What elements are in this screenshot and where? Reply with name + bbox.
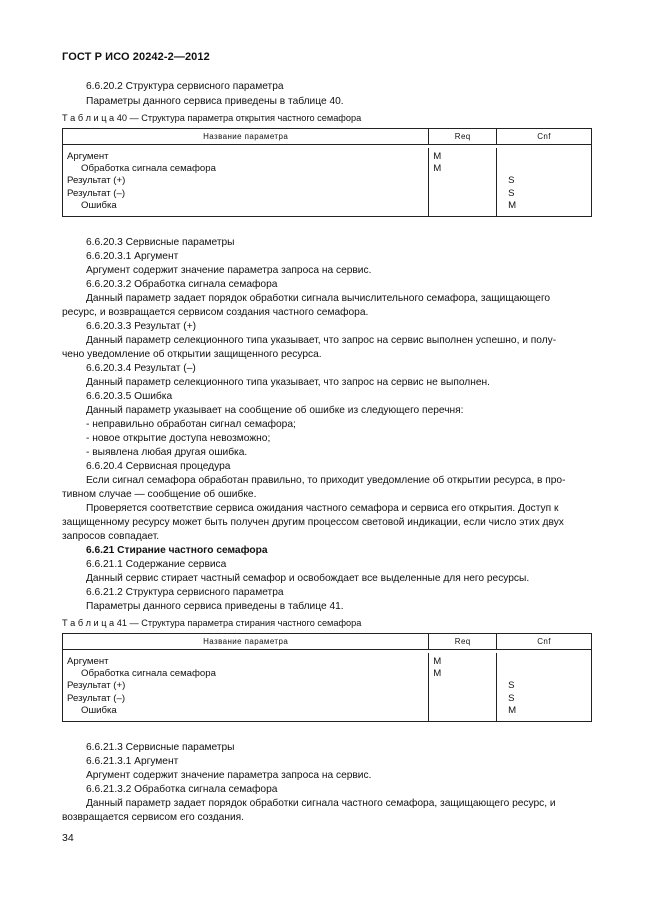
table-cell: [433, 188, 492, 200]
table-cell: S: [508, 692, 515, 704]
parameter-table-41: [62, 633, 592, 722]
table-cell: S: [508, 187, 515, 199]
section-heading-bold: 6.6.21 Стирание частного семафора: [86, 545, 268, 556]
table-cell: S: [508, 175, 515, 187]
table-body-row: [63, 148, 592, 217]
table-cell: [508, 656, 587, 668]
paragraph: Параметры данного сервиса приведены в таблице 41.: [86, 601, 344, 612]
document-header: ГОСТ Р ИСО 20242-2—2012: [62, 51, 210, 63]
paragraph: Аргумент содержит значение параметра запроса на сервис.: [86, 265, 372, 276]
table-cell: Результат (–): [67, 187, 126, 199]
table-cell: [508, 151, 587, 163]
column-header: Req: [429, 634, 497, 650]
parameter-table-40: [62, 128, 592, 217]
table-cell: Аргумент: [67, 151, 109, 162]
table-cell: M: [433, 656, 442, 667]
req-cell: [429, 148, 497, 217]
paragraph: возвращается сервисом его создания.: [62, 812, 245, 823]
page-number: 34: [62, 832, 74, 844]
paragraph: Данный параметр селекционного типа указывает, что запрос на сервис не выполнен.: [86, 377, 490, 388]
section-heading: 6.6.21.3 Сервисные параметры: [86, 742, 235, 753]
paragraph: Данный параметр задает порядок обработки сигнала частного семафора, защищающего ресурс, и: [86, 798, 556, 809]
column-header: Cnf: [497, 129, 592, 145]
table-cell: [508, 163, 587, 175]
section-heading: 6.6.21.3.1 Аргумент: [86, 756, 179, 767]
table-cell: [508, 668, 587, 680]
table-header-row: [63, 634, 592, 650]
paragraph: запросов совпадает.: [62, 531, 160, 542]
section-heading: 6.6.20.3.3 Результат (+): [86, 321, 197, 332]
table-cell: [433, 693, 492, 705]
cnf-cell: [497, 653, 592, 722]
table-cell: [433, 680, 492, 692]
table-cell: Обработка сигнала семафора: [81, 163, 216, 175]
section-heading: 6.6.20.3.1 Аргумент: [86, 251, 179, 262]
paragraph: тивном случае — сообщение об ошибке.: [62, 489, 257, 500]
table-cell: S: [508, 680, 515, 692]
section-heading: 6.6.20.3.5 Ошибка: [86, 391, 173, 402]
table-cell: Ошибка: [81, 704, 117, 716]
paragraph: Данный параметр задает порядок обработки сигнала вычислительного семафора, защищающего: [86, 293, 551, 304]
table-cell: Аргумент: [67, 656, 109, 667]
table-cell: M: [433, 163, 442, 175]
table-cell: M: [508, 704, 517, 716]
list-item: - новое открытие доступа невозможно;: [86, 433, 271, 444]
paragraph: Параметры данного сервиса приведены в таблице 40.: [86, 96, 344, 107]
paragraph: чено уведомление об открытии защищенного ресурса.: [62, 349, 322, 360]
column-header: Название параметра: [63, 129, 429, 145]
paragraph: Данный сервис стирает частный семафор и освобождает все выделенные для него ресурсы.: [86, 573, 530, 584]
section-heading: 6.6.21.1 Содержание сервиса: [86, 559, 227, 570]
table-cell: [433, 175, 492, 187]
list-item: - неправильно обработан сигнал семафора;: [86, 419, 296, 430]
cnf-cell: [497, 148, 592, 217]
table-cell: Обработка сигнала семафора: [81, 668, 216, 680]
parameter-names-cell: [63, 653, 429, 722]
req-cell: [429, 653, 497, 722]
table-cell: [433, 705, 492, 717]
section-heading: 6.6.21.2 Структура сервисного параметра: [86, 587, 284, 598]
paragraph: Данный параметр указывает на сообщение об ошибке из следующего перечня:: [86, 405, 464, 416]
table-body-row: [63, 653, 592, 722]
section-heading: 6.6.21.3.2 Обработка сигнала семафора: [86, 784, 278, 795]
section-heading: 6.6.20.3 Сервисные параметры: [86, 237, 235, 248]
table-caption: Т а б л и ц а 40 — Структура параметра открытия частного семафора: [62, 113, 362, 123]
column-header: Cnf: [497, 634, 592, 650]
paragraph: Проверяется соответствие сервиса ожидания частного семафора и сервиса его открытия. Доступ к: [86, 503, 559, 514]
table-cell: [433, 200, 492, 212]
table-cell: Результат (–): [67, 692, 126, 704]
column-header: Название параметра: [63, 634, 429, 650]
table-header-row: [63, 129, 592, 145]
table-cell: Результат (+): [67, 175, 126, 187]
table-cell: M: [508, 199, 517, 211]
list-item: - выявлена любая другая ошибка.: [86, 447, 248, 458]
paragraph: Данный параметр селекционного типа указывает, что запрос на сервис выполнен успешно, и полу-: [86, 335, 557, 346]
table-cell: Результат (+): [67, 680, 126, 692]
paragraph: ресурс, и возвращается сервисом создания частного семафора.: [62, 307, 369, 318]
section-heading: 6.6.20.3.4 Результат (–): [86, 363, 196, 374]
section-heading: 6.6.20.4 Сервисная процедура: [86, 461, 231, 472]
table-cell: Ошибка: [81, 199, 117, 211]
table-cell: M: [433, 668, 442, 680]
paragraph: Аргумент содержит значение параметра запроса на сервис.: [86, 770, 372, 781]
section-heading: 6.6.20.3.2 Обработка сигнала семафора: [86, 279, 278, 290]
table-caption: Т а б л и ц а 41 — Структура параметра стирания частного семафора: [62, 618, 362, 628]
paragraph: Если сигнал семафора обработан правильно, то приходит уведомление об открытии ресурса, в про-: [86, 475, 566, 486]
parameter-names-cell: [63, 148, 429, 217]
paragraph: защищенному ресурсу может быть получен другим процессом световой индикации, если число этих двух: [62, 517, 564, 528]
section-heading: 6.6.20.2 Структура сервисного параметра: [86, 81, 284, 92]
column-header: Req: [429, 129, 497, 145]
table-cell: M: [433, 151, 442, 162]
